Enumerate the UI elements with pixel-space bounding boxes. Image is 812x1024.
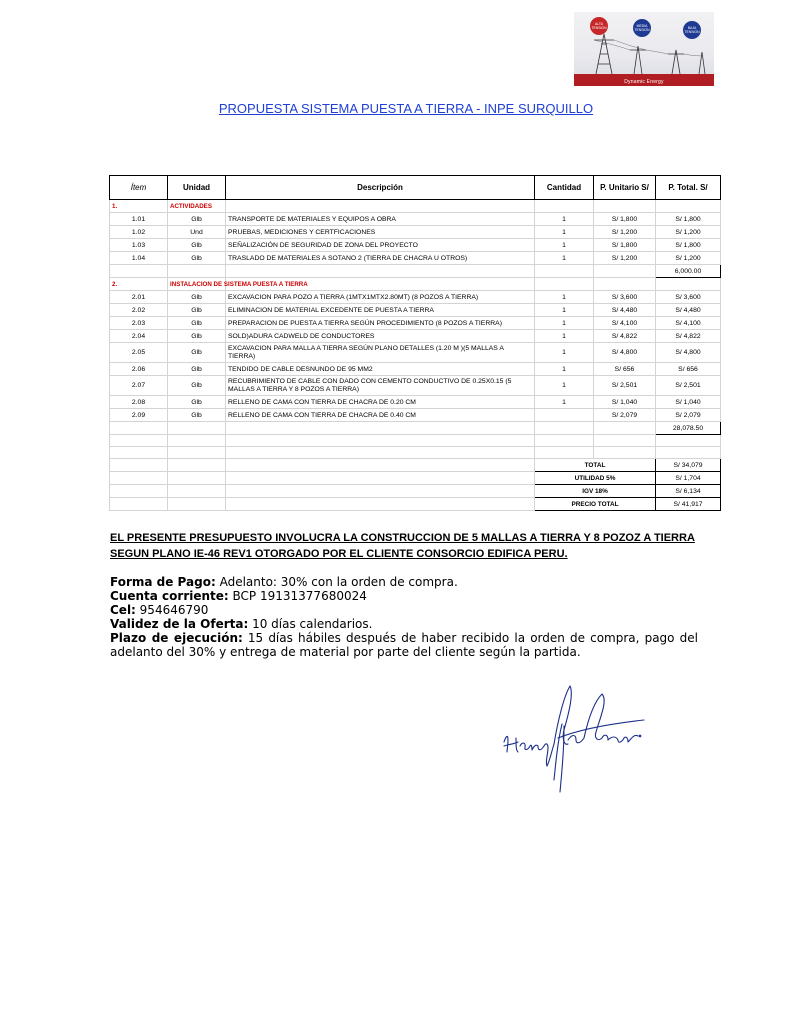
row-cantidad: 1 <box>535 317 594 330</box>
empty-cell <box>226 485 535 498</box>
empty-cell <box>656 435 721 447</box>
empty-cell <box>656 278 721 291</box>
row-item: 2.04 <box>110 330 168 343</box>
empty-cell <box>110 435 168 447</box>
row-p-total: S/ 1,800 <box>656 239 721 252</box>
row-unidad: Glb <box>168 409 226 422</box>
row-item: 1.03 <box>110 239 168 252</box>
empty-cell <box>594 435 656 447</box>
row-item: 2.05 <box>110 343 168 363</box>
table-row <box>110 304 721 317</box>
payment-terms <box>110 575 698 659</box>
row-p-total: S/ 4,100 <box>656 317 721 330</box>
row-descripcion: PRUEBAS, MEDICIONES Y CERTFICACIONES <box>226 226 535 239</box>
scope-note-line-2: SEGUN PLANO IE-46 REV1 OTORGADO POR EL CLIENTE CONSORCIO EDIFICA PERU. <box>110 548 568 560</box>
row-p-total: S/ 1,800 <box>656 213 721 226</box>
row-p-total: S/ 4,800 <box>656 343 721 363</box>
section-subtotal: 28,078.50 <box>656 422 721 435</box>
table-row <box>110 252 721 265</box>
empty-cell <box>656 200 721 213</box>
row-p-unitario: S/ 4,800 <box>594 343 656 363</box>
row-p-unitario: S/ 2,501 <box>594 376 656 396</box>
scope-note-line-1: EL PRESENTE PRESUPUESTO INVOLUCRA LA CONSTRUCCION DE 5 MALLAS A TIERRA Y 8 POZOZ A TIERRA <box>110 532 695 544</box>
badge-low-voltage: BAJA TENSION <box>684 26 700 34</box>
table-header-row <box>110 176 721 200</box>
section-number: 1. <box>110 200 168 213</box>
col-header-item: Ítem <box>110 176 168 200</box>
table-row <box>110 396 721 409</box>
row-item: 2.02 <box>110 304 168 317</box>
row-unidad: Glb <box>168 343 226 363</box>
row-cantidad: 1 <box>535 330 594 343</box>
empty-cell <box>594 265 656 278</box>
row-p-total: S/ 1,200 <box>656 226 721 239</box>
section-title: ACTIVIDADES <box>168 200 226 213</box>
row-p-total: S/ 656 <box>656 363 721 376</box>
row-item: 2.01 <box>110 291 168 304</box>
row-unidad: Glb <box>168 239 226 252</box>
row-descripcion: EXCAVACION PARA MALLA A TIERRA SEGÚN PLANO DETALLES (1.20 M )(5 MALLAS A TIERRA) <box>226 343 535 363</box>
logo-brand-name: Dynamic Energy <box>624 79 664 85</box>
row-item: 1.02 <box>110 226 168 239</box>
row-unidad: Glb <box>168 396 226 409</box>
row-unidad: Glb <box>168 291 226 304</box>
empty-cell <box>168 472 226 485</box>
row-item: 2.07 <box>110 376 168 396</box>
empty-cell <box>226 200 535 213</box>
row-descripcion: TENDIDO DE CABLE DESNUNDO DE 95 MM2 <box>226 363 535 376</box>
subtotal-row <box>110 422 721 435</box>
row-p-total: S/ 1,040 <box>656 396 721 409</box>
totals-value: S/ 34,079 <box>656 459 721 472</box>
empty-cell <box>535 447 594 459</box>
row-unidad: Und <box>168 226 226 239</box>
term-plazo: Plazo de ejecución: 15 días hábiles después de haber recibido la orden de compra, pago del adelanto del 30% y entrega de material por parte del cliente según la partida. <box>110 631 698 659</box>
table-row <box>110 363 721 376</box>
empty-cell <box>110 422 168 435</box>
row-descripcion: RELLENO DE CAMA CON TIERRA DE CHACRA DE 0.40 CM <box>226 409 535 422</box>
row-descripcion: EXCAVACION PARA POZO A TIERRA (1MTX1MTX2.80MT) (8 POZOS A TIERRA) <box>226 291 535 304</box>
table-row <box>110 213 721 226</box>
empty-cell <box>535 435 594 447</box>
row-descripcion: TRANSPORTE DE MATERIALES Y EQUIPOS A OBRA <box>226 213 535 226</box>
empty-cell <box>535 422 594 435</box>
row-cantidad: 1 <box>535 213 594 226</box>
row-unidad: Glb <box>168 317 226 330</box>
empty-cell <box>656 447 721 459</box>
scope-note <box>110 530 710 562</box>
row-item: 1.01 <box>110 213 168 226</box>
totals-label: PRECIO TOTAL <box>535 498 656 511</box>
empty-cell <box>594 200 656 213</box>
empty-cell <box>168 485 226 498</box>
totals-value: S/ 1,704 <box>656 472 721 485</box>
row-unidad: Glb <box>168 363 226 376</box>
row-unidad: Glb <box>168 330 226 343</box>
row-descripcion: PREPARACION DE PUESTA A TIERRA SEGÚN PROCEDIMIENTO (8 POZOS A TIERRA) <box>226 317 535 330</box>
col-header-p-total: P. Total. S/ <box>656 176 721 200</box>
empty-cell <box>168 447 226 459</box>
row-item: 2.08 <box>110 396 168 409</box>
row-p-total: S/ 3,600 <box>656 291 721 304</box>
spacer-row <box>110 435 721 447</box>
empty-cell <box>168 435 226 447</box>
row-unidad: Glb <box>168 252 226 265</box>
table-row <box>110 291 721 304</box>
badge-medium-voltage: MEDIA TENSION <box>634 24 650 32</box>
row-p-unitario: S/ 4,822 <box>594 330 656 343</box>
row-cantidad: 1 <box>535 239 594 252</box>
empty-cell <box>226 265 535 278</box>
term-validez: Validez de la Oferta: 10 días calendarios. <box>110 617 373 631</box>
row-cantidad: 1 <box>535 304 594 317</box>
totals-value: S/ 6,134 <box>656 485 721 498</box>
row-p-total: S/ 4,822 <box>656 330 721 343</box>
table-row <box>110 226 721 239</box>
row-p-unitario: S/ 3,600 <box>594 291 656 304</box>
table-row <box>110 409 721 422</box>
term-cel: Cel: 954646790 <box>110 603 209 617</box>
subtotal-row <box>110 265 721 278</box>
empty-cell <box>110 459 168 472</box>
empty-cell <box>535 200 594 213</box>
empty-cell <box>110 485 168 498</box>
signature-text: Henry de la Cruz V. <box>498 680 507 681</box>
col-header-cantidad: Cantidad <box>535 176 594 200</box>
empty-cell <box>594 278 656 291</box>
col-header-unidad: Unidad <box>168 176 226 200</box>
signature <box>498 680 648 800</box>
row-cantidad: 1 <box>535 343 594 363</box>
empty-cell <box>168 422 226 435</box>
budget-table <box>109 175 721 511</box>
section-subtotal: 6,000.00 <box>656 265 721 278</box>
col-header-descripcion: Descripción <box>226 176 535 200</box>
row-cantidad: 1 <box>535 376 594 396</box>
row-descripcion: TRASLADO DE MATERIALES A SOTANO 2 (TIERRA DE CHACRA U OTROS) <box>226 252 535 265</box>
empty-cell <box>168 265 226 278</box>
empty-cell <box>594 422 656 435</box>
spacer-row <box>110 447 721 459</box>
row-descripcion: RECUBRIMIENTO DE CABLE CON DADO CON CEMENTO CONDUCTIVO DE 0.25X0.15 (5 MALLAS A TIERRA Y 8 POZOS A TIERRA) <box>226 376 535 396</box>
empty-cell <box>226 447 535 459</box>
empty-cell <box>226 472 535 485</box>
empty-cell <box>535 265 594 278</box>
empty-cell <box>110 447 168 459</box>
totals-value: S/ 41,917 <box>656 498 721 511</box>
row-descripcion: ELIMINACION DE MATERIAL EXCEDENTE DE PUESTA A TIERRA <box>226 304 535 317</box>
empty-cell <box>226 459 535 472</box>
row-p-total: S/ 4,480 <box>656 304 721 317</box>
table-row <box>110 330 721 343</box>
section-header-row <box>110 278 721 291</box>
empty-cell <box>226 422 535 435</box>
row-p-unitario: S/ 656 <box>594 363 656 376</box>
row-unidad: Glb <box>168 213 226 226</box>
row-descripcion: RELLENO DE CAMA CON TIERRA DE CHACRA DE 0.20 CM <box>226 396 535 409</box>
row-item: 2.09 <box>110 409 168 422</box>
row-p-total: S/ 2,501 <box>656 376 721 396</box>
section-header-row <box>110 200 721 213</box>
term-forma-de-pago: Forma de Pago: Adelanto: 30% con la orden de compra. <box>110 575 458 589</box>
table-row <box>110 343 721 363</box>
row-p-unitario: S/ 1,200 <box>594 226 656 239</box>
row-p-unitario: S/ 1,800 <box>594 239 656 252</box>
table-row <box>110 376 721 396</box>
row-item: 2.06 <box>110 363 168 376</box>
section-number: 2. <box>110 278 168 291</box>
row-p-unitario: S/ 1,800 <box>594 213 656 226</box>
empty-cell <box>168 498 226 511</box>
table-row <box>110 239 721 252</box>
empty-cell <box>110 265 168 278</box>
document-title: PROPUESTA SISTEMA PUESTA A TIERRA - INPE SURQUILLO <box>218 101 594 116</box>
term-cuenta-corriente: Cuenta corriente: BCP 19131377680024 <box>110 589 367 603</box>
row-descripcion: SOLD)ADURA CADWELD DE CONDUCTORES <box>226 330 535 343</box>
row-cantidad: 1 <box>535 291 594 304</box>
badge-high-voltage: ALTA TENSION <box>591 22 607 30</box>
totals-label: IGV 18% <box>535 485 656 498</box>
row-cantidad: 1 <box>535 396 594 409</box>
empty-cell <box>226 435 535 447</box>
table-row <box>110 317 721 330</box>
row-p-unitario: S/ 2,079 <box>594 409 656 422</box>
empty-cell <box>110 472 168 485</box>
totals-label: TOTAL <box>535 459 656 472</box>
company-logo <box>574 12 714 86</box>
row-unidad: Glb <box>168 376 226 396</box>
row-p-unitario: S/ 4,480 <box>594 304 656 317</box>
totals-row <box>110 472 721 485</box>
col-header-p-unitario: P. Unitario S/ <box>594 176 656 200</box>
row-cantidad: 1 <box>535 252 594 265</box>
row-cantidad: 1 <box>535 226 594 239</box>
row-cantidad <box>535 409 594 422</box>
empty-cell <box>226 498 535 511</box>
empty-cell <box>168 459 226 472</box>
row-descripcion: SEÑALIZACIÓN DE SEGURIDAD DE ZONA DEL PROYECTO <box>226 239 535 252</box>
section-title: INSTALACION DE SISTEMA PUESTA A TIERRA <box>168 278 226 291</box>
totals-row <box>110 485 721 498</box>
row-p-total: S/ 2,079 <box>656 409 721 422</box>
row-item: 2.03 <box>110 317 168 330</box>
row-item: 1.04 <box>110 252 168 265</box>
row-cantidad: 1 <box>535 363 594 376</box>
empty-cell <box>535 278 594 291</box>
row-p-total: S/ 1,200 <box>656 252 721 265</box>
totals-row <box>110 498 721 511</box>
row-unidad: Glb <box>168 304 226 317</box>
totals-label: UTILIDAD 5% <box>535 472 656 485</box>
empty-cell <box>594 447 656 459</box>
totals-row <box>110 459 721 472</box>
empty-cell <box>110 498 168 511</box>
row-p-unitario: S/ 4,100 <box>594 317 656 330</box>
row-p-unitario: S/ 1,040 <box>594 396 656 409</box>
row-p-unitario: S/ 1,200 <box>594 252 656 265</box>
